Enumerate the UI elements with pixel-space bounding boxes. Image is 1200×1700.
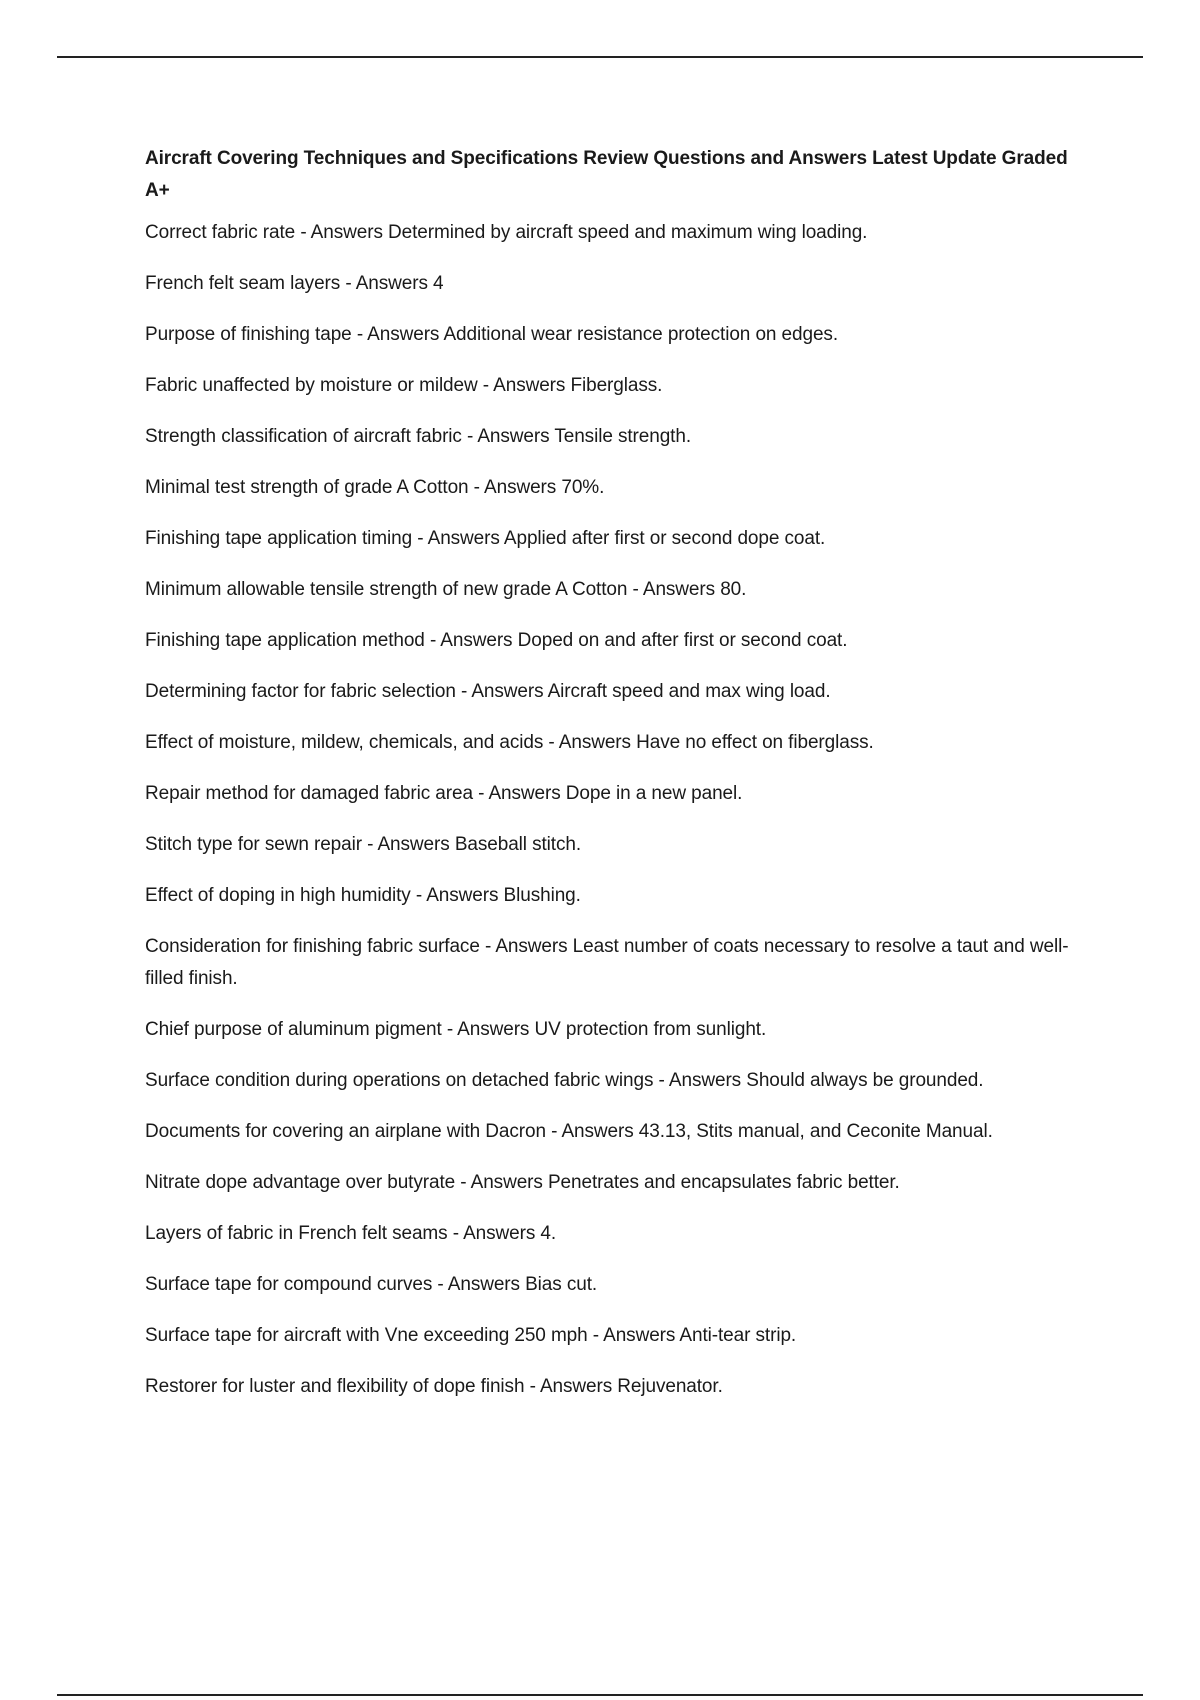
qa-item: Documents for covering an airplane with Dacron - Answers 43.13, Stits manual, and Ceconite Manual.: [145, 1121, 993, 1142]
qa-item: Effect of doping in high humidity - Answers Blushing.: [145, 885, 581, 906]
qa-item: Layers of fabric in French felt seams - Answers 4.: [145, 1223, 557, 1244]
qa-item: French felt seam layers - Answers 4: [145, 273, 444, 294]
qa-item: Minimal test strength of grade A Cotton - Answers 70%.: [145, 477, 605, 498]
qa-item: Surface condition during operations on detached fabric wings - Answers Should always be grounded.: [145, 1070, 984, 1091]
qa-item: Fabric unaffected by moisture or mildew - Answers Fiberglass.: [145, 375, 663, 396]
qa-item: Correct fabric rate - Answers Determined by aircraft speed and maximum wing loading.: [145, 222, 868, 243]
qa-item: Surface tape for compound curves - Answers Bias cut.: [145, 1274, 598, 1295]
qa-item: Restorer for luster and flexibility of dope finish - Answers Rejuvenator.: [145, 1376, 723, 1397]
qa-item: Determining factor for fabric selection - Answers Aircraft speed and max wing load.: [145, 681, 831, 702]
qa-item: Nitrate dope advantage over butyrate - Answers Penetrates and encapsulates fabric better.: [145, 1172, 900, 1193]
bottom-divider: [57, 1694, 1143, 1696]
qa-item: Surface tape for aircraft with Vne exceeding 250 mph - Answers Anti-tear strip.: [145, 1325, 797, 1346]
qa-item: Strength classification of aircraft fabric - Answers Tensile strength.: [145, 426, 692, 447]
qa-item: Minimum allowable tensile strength of new grade A Cotton - Answers 80.: [145, 579, 747, 600]
qa-item: Effect of moisture, mildew, chemicals, and acids - Answers Have no effect on fiberglass.: [145, 732, 874, 753]
qa-item: Purpose of finishing tape - Answers Additional wear resistance protection on edges.: [145, 324, 839, 345]
top-divider: [57, 56, 1143, 58]
document-title: Aircraft Covering Techniques and Specifications Review Questions and Answers Latest Update Graded A+: [145, 148, 1068, 201]
qa-item: Consideration for finishing fabric surface - Answers Least number of coats necessary to resolve a taut and well-filled finish.: [145, 936, 1069, 989]
qa-item: Stitch type for sewn repair - Answers Baseball stitch.: [145, 834, 582, 855]
qa-item: Finishing tape application timing - Answers Applied after first or second dope coat.: [145, 528, 826, 549]
qa-list: [145, 217, 1085, 1403]
qa-item: Chief purpose of aluminum pigment - Answers UV protection from sunlight.: [145, 1019, 767, 1040]
qa-item: Repair method for damaged fabric area - Answers Dope in a new panel.: [145, 783, 743, 804]
document-body: [145, 143, 1085, 1422]
qa-item: Finishing tape application method - Answers Doped on and after first or second coat.: [145, 630, 848, 651]
